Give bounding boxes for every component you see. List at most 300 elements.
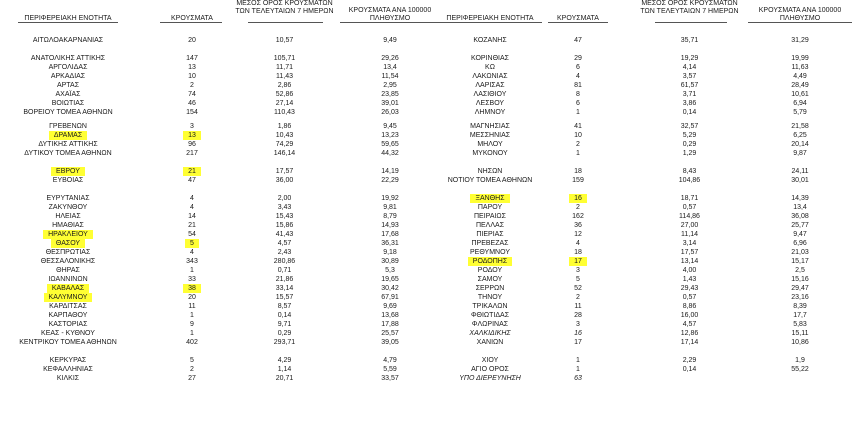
right-cases-cell: 8 [576,91,580,98]
right-name-cell: ΦΘΙΩΤΙΔΑΣ [470,312,510,319]
right-cases-cell: 2 [576,141,580,148]
left-avg-cell: 105,71 [273,55,296,62]
left-avg-cell: 10,43 [275,132,294,139]
left-cases-cell: 20 [188,294,196,301]
left-header-avg7: ΜΕΣΟΣ ΟΡΟΣ ΚΡΟΥΣΜΑΤΩΝ ΤΩΝ ΤΕΛΕΥΤΑΙΩΝ 7 ΗΜΕΡΩΝ [235,0,334,15]
right-name-cell: ΚΟΖΑΝΗΣ [473,37,507,44]
left-cases-cell: 47 [188,177,196,184]
right-per-cell: 36,08 [791,213,809,220]
right-avg-cell: 17,57 [680,249,699,256]
left-header-rule [160,22,222,23]
right-avg-cell: 5,29 [682,132,697,139]
right-cases-cell: 10 [574,132,582,139]
left-avg-cell: 8,57 [277,303,292,310]
left-avg-cell: 293,71 [273,339,296,346]
table-row [0,72,862,81]
right-per-cell: 21,58 [791,123,809,130]
left-avg-cell: 11,43 [276,73,293,80]
left-name-cell: ΑΝΑΤΟΛΙΚΗΣ ΑΤΤΙΚΗΣ [30,55,106,62]
right-per-cell: 2,5 [795,267,805,274]
left-cases-cell: 147 [186,55,198,62]
left-name-cell: ΔΡΑΜΑΣ [18,131,118,140]
left-name-cell: ΚΙΛΚΙΣ [56,375,80,382]
left-name-cell: ΑΡΓΟΛΙΔΑΣ [48,64,88,71]
right-cases-cell: 4 [576,73,580,80]
right-avg-cell: 1,29 [682,150,697,157]
left-per-cell: 9,49 [383,37,397,44]
right-per-cell: 4,49 [793,73,807,80]
right-per-cell: 14,39 [791,195,809,202]
left-name-cell: ΕΥΡΥΤΑΝΙΑΣ [46,195,90,202]
left-avg-cell: 10,57 [275,37,294,44]
right-name-cell: ΤΗΝΟΥ [477,294,503,301]
right-name-cell: ΝΗΣΩΝ [477,168,503,175]
right-avg-cell: 8,86 [682,303,697,310]
table-row [0,149,862,158]
left-per-cell: 29,26 [381,55,399,62]
table-row [0,36,862,45]
left-avg-cell: 52,86 [275,91,294,98]
left-avg-cell: 146,14 [273,150,296,157]
table-row [0,257,862,266]
table-row [0,365,862,374]
left-cases-cell: 9 [190,321,194,328]
left-avg-cell: 33,14 [275,285,294,292]
right-header-rule [438,22,542,23]
left-cases-cell: 2 [190,366,194,373]
left-per-cell: 2,95 [383,82,397,89]
table-row [0,54,862,63]
right-avg-cell: 29,43 [680,285,699,292]
left-avg-cell: 36,00 [275,177,294,184]
left-per-cell: 30,89 [381,258,399,265]
left-avg-cell: 1,14 [277,366,292,373]
left-per-cell: 9,81 [383,204,397,211]
left-avg-cell: 74,29 [275,141,294,148]
left-cases-cell: 5 [190,357,194,364]
right-avg-cell: 104,86 [678,177,701,184]
right-name-cell: ΞΑΝΘΗΣ [420,194,560,203]
left-cases-cell: 14 [188,213,196,220]
right-name-cell: ΠΑΡΟΥ [477,204,503,211]
right-name-cell: ΚΟΡΙΝΘΙΑΣ [471,55,509,62]
left-name-cell: ΓΡΕΒΕΝΩΝ [49,123,87,130]
left-header-per100k: ΚΡΟΥΣΜΑΤΑ ΑΝΑ 100000 ΠΛΗΘΥΣΜΟ [348,7,432,22]
right-cases-cell: 52 [574,285,582,292]
left-cases-cell: 1 [190,267,194,274]
left-header-rule [248,22,323,23]
right-cases-cell: 4 [576,240,580,247]
left-cases-cell: 21 [188,222,196,229]
left-cases-cell: 1 [190,312,194,319]
right-cases-cell: 11 [574,303,582,310]
right-per-cell: 15,16 [791,276,809,283]
right-cases-cell: 5 [576,276,580,283]
left-per-cell: 25,57 [381,330,399,337]
right-cases-cell: 41 [574,123,582,130]
right-name-cell: ΛΕΣΒΟΥ [475,100,505,107]
table-row [0,167,862,176]
right-header-rule [548,22,608,23]
table-row [0,90,862,99]
left-cases-cell: 96 [188,141,196,148]
right-cases-cell: 29 [574,55,582,62]
left-per-cell: 17,68 [381,231,399,238]
table-row [0,320,862,329]
left-cases-cell: 154 [186,109,198,116]
right-name-cell: ΧΑΛΚΙΔΙΚΗΣ [469,330,511,337]
left-cases-cell: 33 [188,276,196,283]
left-cases-cell: 4 [190,204,194,211]
right-per-cell: 11,63 [791,64,809,71]
right-cases-cell: 1 [576,366,580,373]
right-per-cell: 20,14 [791,141,809,148]
right-cases-cell: 3 [576,321,580,328]
right-cases-cell: 18 [574,168,582,175]
right-avg-cell: 8,43 [682,168,697,175]
left-cases-cell: 13 [188,64,196,71]
left-per-cell: 4,79 [383,357,397,364]
right-per-cell: 19,99 [791,55,809,62]
left-cases-cell: 20 [188,37,196,44]
left-name-cell: ΗΜΑΘΙΑΣ [52,222,84,229]
left-name-cell: ΗΛΕΙΑΣ [55,213,81,220]
right-avg-cell: 0,14 [682,366,697,373]
right-name-cell: ΝΟΤΙΟΥ ΤΟΜΕΑ ΑΘΗΝΩΝ [447,177,533,184]
right-avg-cell: 13,14 [680,258,699,265]
left-avg-cell: 110,43 [274,109,295,116]
right-cases-cell: 3 [576,267,580,274]
right-avg-cell: 4,57 [682,321,697,328]
table-row [0,338,862,347]
right-name-cell: ΜΕΣΣΗΝΙΑΣ [469,132,511,139]
left-per-cell: 9,18 [383,249,397,256]
right-per-cell: 6,94 [793,100,807,107]
left-name-cell: ΒΟΙΩΤΙΑΣ [51,100,85,107]
left-cases-cell: 13 [157,131,227,140]
table-row [0,329,862,338]
table-row [0,81,862,90]
left-name-cell: ΚΑΒΑΛΑΣ [18,284,118,293]
right-name-cell: ΦΛΩΡΙΝΑΣ [471,321,509,328]
left-name-cell: ΙΩΑΝΝΙΝΩΝ [48,276,88,283]
left-avg-cell: 2,00 [277,195,292,202]
left-per-cell: 23,85 [381,91,399,98]
left-avg-cell: 1,86 [277,123,292,130]
table-row [0,99,862,108]
right-per-cell: 55,22 [791,366,809,373]
left-cases-cell: 21 [157,167,227,176]
table-row [0,221,862,230]
right-cases-cell: 81 [574,82,582,89]
left-per-cell: 44,32 [381,150,399,157]
right-avg-cell: 1,43 [682,276,697,283]
right-avg-cell: 27,00 [680,222,699,229]
left-cases-cell: 217 [186,150,198,157]
left-name-cell: ΚΕΑΣ - ΚΥΘΝΟΥ [41,330,95,337]
right-cases-cell: 36 [574,222,582,229]
left-cases-cell: 74 [188,91,196,98]
left-per-cell: 14,93 [381,222,399,229]
left-avg-cell: 21,86 [275,276,294,283]
left-avg-cell: 20,71 [275,375,294,382]
right-header-rule [748,22,852,23]
right-name-cell: ΜΗΛΟΥ [477,141,503,148]
right-cases-cell: 18 [574,249,582,256]
left-per-cell: 30,42 [381,285,399,292]
right-avg-cell: 18,71 [680,195,699,202]
right-name-cell: ΧΑΝΙΩΝ [476,339,504,346]
right-avg-cell: 32,57 [680,123,699,130]
right-name-cell: ΠΕΙΡΑΙΩΣ [474,213,506,220]
table-row [0,302,862,311]
left-cases-cell: 4 [190,195,194,202]
right-per-cell: 10,86 [791,339,809,346]
right-cases-cell: 12 [574,231,582,238]
left-name-cell: ΚΕΝΤΡΙΚΟΥ ΤΟΜΕΑ ΑΘΗΝΩΝ [19,339,117,346]
right-avg-cell: 0,57 [682,294,697,301]
right-per-cell: 6,96 [793,240,807,247]
left-per-cell: 39,01 [381,100,399,107]
right-cases-cell: 17 [574,339,582,346]
left-avg-cell: 9,71 [277,321,292,328]
left-name-cell: ΕΥΒΟΙΑΣ [52,177,84,184]
right-name-cell: ΛΑΣΙΘΙΟΥ [473,91,507,98]
right-avg-cell: 2,29 [682,357,697,364]
right-per-cell: 24,11 [791,168,809,175]
right-cases-cell: 2 [576,294,580,301]
right-name-cell: ΠΕΛΛΑΣ [475,222,505,229]
table-row [0,284,862,293]
right-name-cell: ΡΕΘΥΜΝΟΥ [469,249,510,256]
left-per-cell: 36,31 [381,240,399,247]
left-per-cell: 14,19 [381,168,399,175]
left-per-cell: 9,69 [383,303,397,310]
right-avg-cell: 61,57 [680,82,699,89]
table-row [0,212,862,221]
right-per-cell: 10,61 [791,91,809,98]
left-cases-cell: 402 [186,339,198,346]
left-avg-cell: 15,86 [275,222,294,229]
left-avg-cell: 3,43 [277,204,292,211]
left-cases-cell: 11 [188,303,196,310]
right-per-cell: 13,4 [793,204,807,211]
left-avg-cell: 4,29 [277,357,292,364]
right-header-avg7: ΜΕΣΟΣ ΟΡΟΣ ΚΡΟΥΣΜΑΤΩΝ ΤΩΝ ΤΕΛΕΥΤΑΙΩΝ 7 ΗΜΕΡΩΝ [640,0,739,15]
right-cases-cell: 1 [576,357,580,364]
right-avg-cell: 3,14 [682,240,697,247]
left-avg-cell: 41,43 [275,231,294,238]
left-avg-cell: 2,43 [277,249,292,256]
right-per-cell: 15,11 [791,330,809,337]
left-name-cell: ΔΥΤΙΚΟΥ ΤΟΜΕΑ ΑΘΗΝΩΝ [24,150,112,157]
right-cases-cell: 16 [574,330,582,337]
left-per-cell: 59,65 [381,141,399,148]
table-row [0,275,862,284]
right-per-cell: 8,39 [793,303,807,310]
left-name-cell: ΚΕΦΑΛΛΗΝΙΑΣ [43,366,93,373]
left-cases-cell: 27 [188,375,196,382]
right-header-rule [655,22,727,23]
right-per-cell: 5,79 [793,109,807,116]
left-name-cell: ΒΟΡΕΙΟΥ ΤΟΜΕΑ ΑΘΗΝΩΝ [23,109,113,116]
right-per-cell: 5,83 [793,321,807,328]
left-avg-cell: 0,14 [277,312,292,319]
left-name-cell: ΔΥΤΙΚΗΣ ΑΤΤΙΚΗΣ [38,141,98,148]
right-name-cell: ΑΓΙΟ ΟΡΟΣ [471,366,509,373]
table-row [0,122,862,131]
right-name-cell: ΚΩ [485,64,495,71]
left-per-cell: 19,65 [381,276,399,283]
left-per-cell: 13,4 [383,64,397,71]
left-avg-cell: 2,86 [277,82,292,89]
right-cases-cell: 6 [576,64,580,71]
right-cases-cell: 63 [574,375,582,382]
right-cases-cell: 159 [572,177,584,184]
right-avg-cell: 0,14 [682,109,697,116]
left-avg-cell: 280,86 [273,258,296,265]
table-row [0,176,862,185]
table-row [0,239,862,248]
left-per-cell: 11,54 [381,73,399,80]
right-cases-cell: 47 [574,37,582,44]
left-name-cell: ΘΕΣΠΡΩΤΙΑΣ [45,249,91,256]
table-row [0,140,862,149]
right-cases-cell: 1 [576,150,580,157]
right-name-cell: ΛΗΜΝΟΥ [474,109,506,116]
right-avg-cell: 19,29 [680,55,699,62]
left-per-cell: 5,59 [383,366,397,373]
right-cases-cell: 162 [572,213,584,220]
left-name-cell: ΚΑΣΤΟΡΙΑΣ [48,321,88,328]
table-row [0,131,862,140]
left-per-cell: 19,92 [381,195,399,202]
right-avg-cell: 3,57 [682,73,697,80]
left-per-cell: 33,57 [381,375,399,382]
right-avg-cell: 0,29 [682,141,697,148]
right-name-cell: ΛΑΚΩΝΙΑΣ [472,73,508,80]
left-cases-cell: 2 [190,82,194,89]
left-name-cell: ΚΑΡΠΑΘΟΥ [48,312,88,319]
right-per-cell: 31,29 [791,37,809,44]
left-per-cell: 8,79 [383,213,397,220]
right-per-cell: 1,9 [795,357,805,364]
right-per-cell: 15,17 [791,258,809,265]
table-row [0,63,862,72]
left-name-cell: ΗΡΑΚΛΕΙΟΥ [18,230,118,239]
right-avg-cell: 3,86 [682,100,697,107]
right-name-cell: ΧΙΟΥ [481,357,499,364]
left-avg-cell: 0,71 [277,267,292,274]
left-avg-cell: 15,57 [275,294,294,301]
right-name-cell: ΜΑΓΝΗΣΙΑΣ [470,123,510,130]
right-avg-cell: 4,00 [682,267,697,274]
left-name-cell: ΕΒΡΟΥ [18,167,118,176]
right-cases-cell: 16 [543,194,613,203]
left-cases-cell: 1 [190,330,194,337]
right-per-cell: 23,16 [791,294,809,301]
right-name-cell: ΥΠΟ ΔΙΕΡΕΥΝΗΣΗ [459,375,521,382]
right-per-cell: 25,77 [791,222,809,229]
right-avg-cell: 114,86 [679,213,700,220]
left-name-cell: ΘΗΡΑΣ [56,267,80,274]
right-cases-cell: 1 [576,109,580,116]
left-header-rule [340,22,440,23]
left-avg-cell: 0,29 [277,330,292,337]
left-cases-cell: 5 [157,239,227,248]
table-row [0,356,862,365]
right-cases-cell: 28 [574,312,582,319]
table-row [0,108,862,117]
right-name-cell: ΠΙΕΡΙΑΣ [476,231,504,238]
left-cases-cell: 343 [186,258,198,265]
left-header-region: ΠΕΡΙΦΕΡΕΙΑΚΗ ΕΝΟΤΗΤΑ [24,15,112,22]
left-cases-cell: 54 [188,231,196,238]
left-per-cell: 22,29 [381,177,399,184]
right-per-cell: 17,7 [793,312,807,319]
left-per-cell: 67,91 [381,294,399,301]
right-name-cell: ΠΡΕΒΕΖΑΣ [471,240,509,247]
left-per-cell: 26,03 [381,109,399,116]
left-header-rule [18,22,118,23]
left-per-cell: 17,88 [381,321,399,328]
left-name-cell: ΑΧΑΪΑΣ [55,91,81,98]
right-per-cell: 21,03 [791,249,809,256]
left-per-cell: 13,68 [381,312,399,319]
right-avg-cell: 11,14 [681,231,698,238]
left-name-cell: ΑΡΤΑΣ [56,82,80,89]
right-avg-cell: 16,00 [680,312,699,319]
left-cases-cell: 46 [188,100,196,107]
table-row [0,311,862,320]
left-per-cell: 39,05 [381,339,399,346]
table-row [0,248,862,257]
left-cases-cell: 3 [190,123,194,130]
table-row [0,374,862,383]
left-name-cell: ΚΑΡΔΙΤΣΑΣ [49,303,87,310]
left-name-cell: ΑΙΤΩΛΟΑΚΑΡΝΑΝΙΑΣ [32,37,104,44]
right-name-cell: ΣΑΜΟΥ [477,276,503,283]
right-per-cell: 9,47 [793,231,807,238]
right-avg-cell: 12,86 [680,330,699,337]
right-avg-cell: 0,57 [682,204,697,211]
left-name-cell: ΘΑΣΟΥ [18,239,118,248]
table-row [0,194,862,203]
table-row [0,230,862,239]
left-name-cell: ΑΡΚΑΔΙΑΣ [50,73,86,80]
right-cases-cell: 6 [576,100,580,107]
left-per-cell: 13,23 [381,132,399,139]
left-name-cell: ΖΑΚΥΝΘΟΥ [48,204,88,211]
right-avg-cell: 17,14 [680,339,699,346]
table-row [0,293,862,302]
left-avg-cell: 15,43 [275,213,294,220]
right-cases-cell: 17 [543,257,613,266]
right-header-region: ΠΕΡΙΦΕΡΕΙΑΚΗ ΕΝΟΤΗΤΑ [446,15,534,22]
left-cases-cell: 4 [190,249,194,256]
left-name-cell: ΚΕΡΚΥΡΑΣ [49,357,87,364]
left-avg-cell: 11,71 [276,64,293,71]
left-cases-cell: 38 [157,284,227,293]
left-avg-cell: 4,57 [277,240,292,247]
right-name-cell: ΣΕΡΡΩΝ [475,285,505,292]
right-cases-cell: 2 [576,204,580,211]
right-per-cell: 29,47 [791,285,809,292]
right-per-cell: 6,25 [793,132,807,139]
left-per-cell: 9,45 [383,123,397,130]
right-name-cell: ΛΑΡΙΣΑΣ [475,82,505,89]
right-name-cell: ΤΡΙΚΑΛΩΝ [472,303,508,310]
